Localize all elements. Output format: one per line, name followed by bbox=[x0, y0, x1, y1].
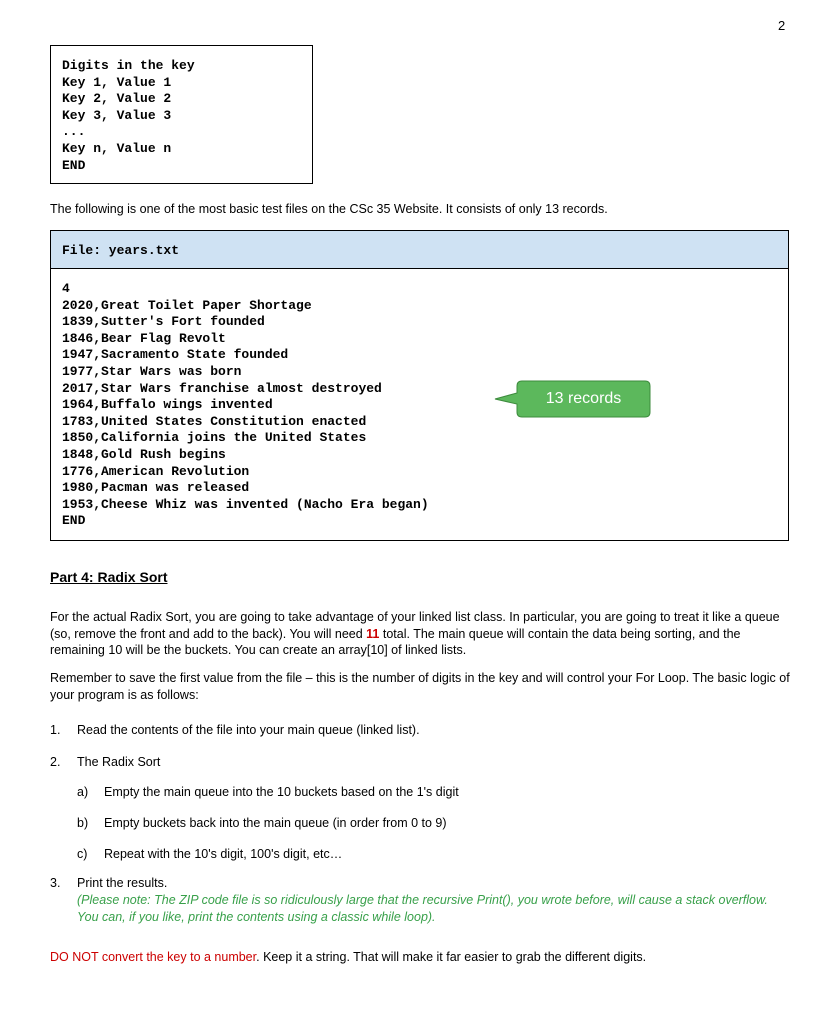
substep-marker: c) bbox=[77, 847, 88, 861]
step-marker: 1. bbox=[50, 723, 61, 737]
file-box bbox=[50, 230, 789, 541]
file-box-body bbox=[51, 269, 788, 530]
para-text: total. The main queue will contain the data being sorting, and the remaining 10 will be the buckets. You can create an array[10] of linked lists. bbox=[50, 626, 741, 657]
final-note bbox=[50, 949, 790, 966]
file-line: 1783,United States Constitution enacted bbox=[62, 413, 367, 429]
print-note: (Please note: The ZIP code file is so ridiculously large that the recursive Print(), you wrote before, will cause a stack overflow. You can, if you like, print the contents using a classic while loop). bbox=[77, 893, 768, 924]
step-text: The Radix Sort bbox=[77, 755, 161, 769]
key-format-line: ... bbox=[62, 124, 86, 140]
file-line: 1839,Sutter's Fort founded bbox=[62, 314, 265, 330]
highlight-count: 11 bbox=[366, 626, 380, 641]
para-text: For the actual Radix Sort, you are going to take advantage of your linked list class. In particular, you are going to treat it like a queue (so, remove the front and add to the back). You will need bbox=[50, 610, 780, 641]
key-format-box bbox=[50, 45, 313, 184]
key-format-line: Digits in the key bbox=[62, 58, 195, 73]
file-line: 4 bbox=[62, 281, 70, 296]
final-text: . Keep it a string. That will make it far easier to grab the different digits. bbox=[256, 950, 647, 964]
substep-text: Empty buckets back into the main queue (in order from 0 to 9) bbox=[104, 816, 447, 830]
file-line: 1947,Sacramento State founded bbox=[62, 347, 289, 363]
file-line: 1977,Star Wars was born bbox=[62, 363, 242, 379]
step-marker: 2. bbox=[50, 755, 61, 769]
file-line: 1776,American Revolution bbox=[62, 463, 250, 479]
key-format-line: END bbox=[62, 157, 86, 173]
final-warning: DO NOT convert the key to a number bbox=[50, 950, 257, 964]
file-line: END bbox=[62, 513, 86, 529]
key-format-line: Key n, Value n bbox=[62, 140, 172, 156]
paragraph-radix-intro bbox=[50, 609, 790, 659]
substep-text: Repeat with the 10's digit, 100's digit, etc… bbox=[104, 847, 343, 861]
file-box-header: File: years.txt bbox=[51, 231, 788, 269]
step-text: Read the contents of the file into your main queue (linked list). bbox=[77, 723, 420, 737]
intro-text: The following is one of the most basic test files on the CSc 35 Website. It consists of only 13 records. bbox=[50, 202, 608, 216]
file-line: 1848,Gold Rush begins bbox=[62, 446, 226, 462]
file-line: 1964,Buffalo wings invented bbox=[62, 397, 273, 413]
file-line: 1980,Pacman was released bbox=[62, 480, 250, 496]
section-heading: Part 4: Radix Sort bbox=[50, 569, 168, 585]
callout-label: 13 records bbox=[545, 390, 622, 407]
paragraph-logic: Remember to save the first value from the file – this is the number of digits in the key and will control your For Loop. The basic logic of your program is as follows: bbox=[50, 671, 790, 702]
substep-marker: a) bbox=[77, 785, 89, 799]
key-format-line: Key 1, Value 1 bbox=[62, 74, 172, 90]
file-line: 2017,Star Wars franchise almost destroyed bbox=[62, 380, 382, 396]
key-format-line: Key 2, Value 2 bbox=[62, 91, 172, 107]
step-text: Print the results. bbox=[77, 876, 168, 890]
step-marker: 3. bbox=[50, 876, 61, 890]
file-line: 2020,Great Toilet Paper Shortage bbox=[62, 297, 312, 313]
file-line: 1846,Bear Flag Revolt bbox=[62, 330, 226, 346]
file-line: 1953,Cheese Whiz was invented (Nacho Era began) bbox=[62, 496, 429, 512]
key-format-line: Key 3, Value 3 bbox=[62, 107, 172, 123]
file-line: 1850,California joins the United States bbox=[62, 430, 367, 446]
page-number: 2 bbox=[778, 18, 786, 33]
substep-marker: b) bbox=[77, 816, 89, 830]
substep-text: Empty the main queue into the 10 buckets based on the 1's digit bbox=[104, 785, 459, 799]
